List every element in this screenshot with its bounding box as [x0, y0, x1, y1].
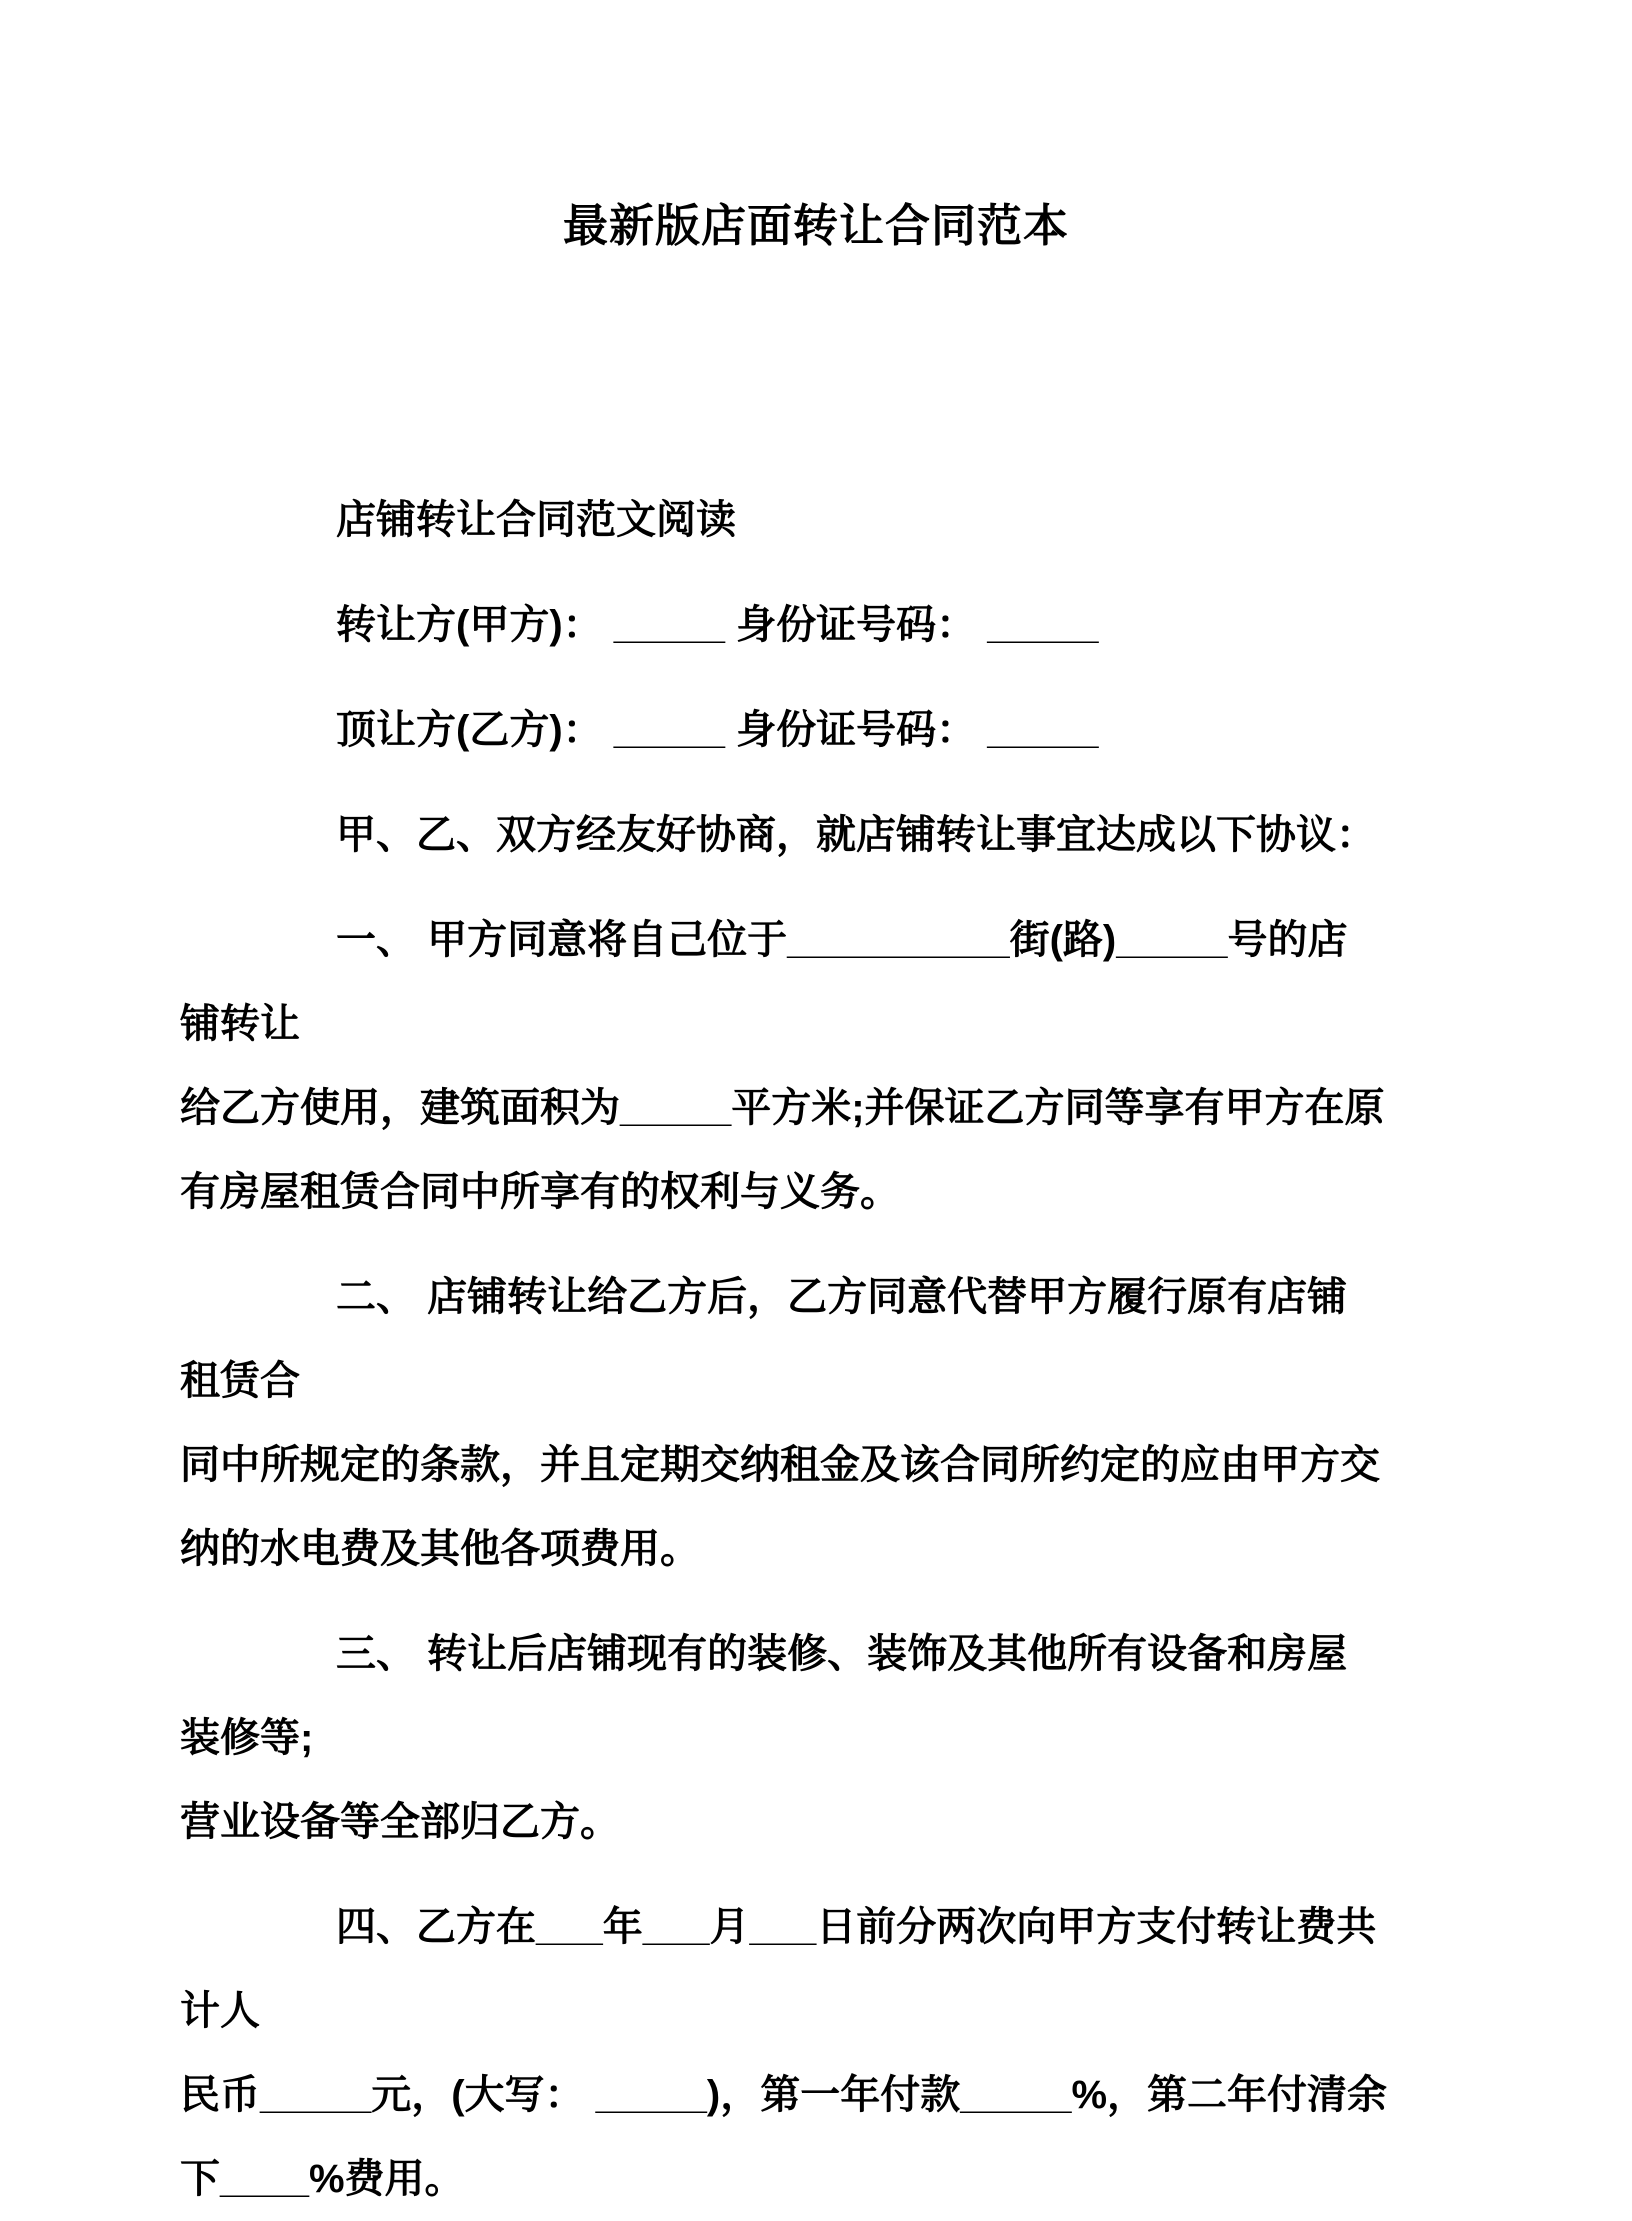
document-title: 最新版店面转让合同范本 [562, 200, 1069, 251]
paragraph: 店铺转让合同范文阅读 [336, 498, 736, 542]
paragraph: 四、乙方在___年___月___日前分两次向甲方支付转让费共计人 民币_____元，(大写： _____)，第一年付款_____%，第二年付清余 下____%费用。 [180, 1905, 1388, 2201]
paragraph: 顶让方(乙方)： _____ 身份证号码： _____ [336, 708, 1099, 752]
paragraph: 转让方(甲方)： _____ 身份证号码： _____ [336, 603, 1099, 647]
paragraph: 三、 转让后店铺现有的装修、装饰及其他所有设备和房屋装修等; 营业设备等全部归乙方。 [180, 1632, 1348, 1844]
document-body [0, 478, 1632, 2221]
paragraph: 甲、乙、双方经友好协商，就店铺转让事宜达成以下协议： [336, 813, 1376, 857]
paragraph: 一、 甲方同意将自己位于__________街(路)_____号的店铺转让 给乙方使用，建筑面积为_____平方米;并保证乙方同等享有甲方在原 有房屋租赁合同中所享有的权利与义务。 [180, 918, 1385, 1214]
paragraph: 二、 店铺转让给乙方后，乙方同意代替甲方履行原有店铺租赁合 同中所规定的条款，并且定期交纳租金及该合同所约定的应由甲方交 纳的水电费及其他各项费用。 [180, 1275, 1380, 1571]
